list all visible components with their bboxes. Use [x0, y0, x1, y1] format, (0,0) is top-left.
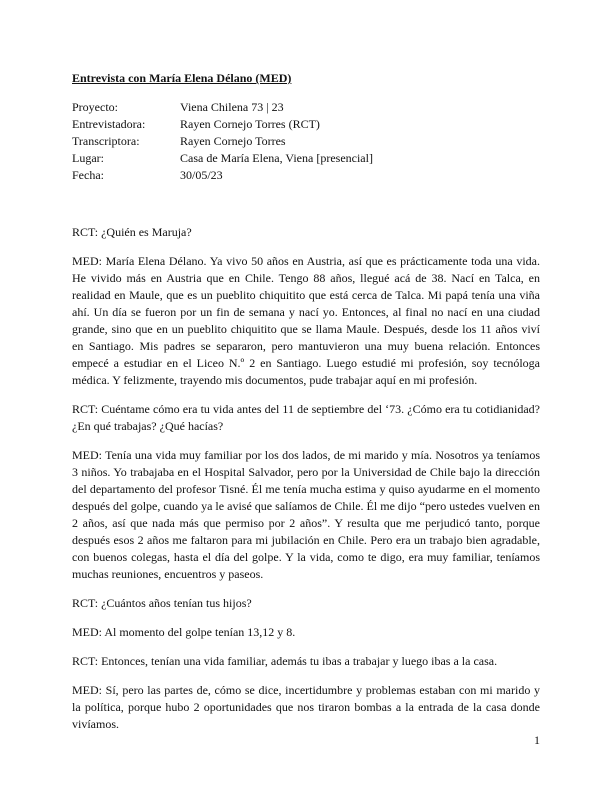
metadata-row-date: [72, 167, 540, 184]
metadata-table: [72, 99, 540, 184]
transcript-paragraph: RCT: ¿Quién es Maruja?: [72, 225, 192, 239]
transcript-paragraph: RCT: Cuéntame cómo era tu vida antes del 11 de septiembre del ‘73. ¿Cómo era tu cotidianidad? ¿En qué trabajas? ¿Qué hacías?: [72, 402, 540, 433]
transcript-paragraph: MED: Sí, pero las partes de, cómo se dice, incertidumbre y problemas estaban con mi marido y la política, porque hubo 2 oportunidades que nos tiraron bombas a la entrada de la casa donde vivíamos.: [72, 683, 540, 731]
transcript-paragraph: MED: María Elena Délano. Ya vivo 50 años en Austria, así que es prácticamente toda una vida. He vivido más en Austria que en Chile. Tengo 88 años, llegué acá de 38. Nací en Talca, en realidad en Maule, que es un pueblito chiquitito que está cerca de Talca. Mi papá tenía una viña ahí. Un día se fueron por un fin de semana y nací yo. Entonces, al final no nací en una ciudad grande, sino que en un pueblito chiquitito que se llama Maule. Después, desde los 11 años viví en Santiago. Mis padres se separaron, pero mantuvieron una muy buena relación. Entonces empecé a estudiar en el Liceo N.º 2 en Santiago. Luego estudié mi profesión, soy tecnóloga médica. Y felizmente, trayendo mis documentos, pude trabajar aquí en mi profesión.: [72, 254, 540, 387]
metadata-label: Transcriptora:: [72, 134, 140, 148]
metadata-row-interviewer: [72, 116, 540, 133]
transcript-paragraph: RCT: Entonces, tenían una vida familiar, además tu ibas a trabajar y luego ibas a la casa.: [72, 654, 498, 668]
metadata-value: Casa de María Elena, Viena [presencial]: [180, 151, 373, 165]
transcript-paragraph: MED: Al momento del golpe tenían 13,12 y 8.: [72, 625, 296, 639]
metadata-value: Viena Chilena 73 | 23: [180, 100, 284, 114]
metadata-value: Rayen Cornejo Torres: [180, 134, 286, 148]
transcript-paragraph: RCT: ¿Cuántos años tenían tus hijos?: [72, 596, 252, 610]
transcript-paragraph: MED: Tenía una vida muy familiar por los dos lados, de mi marido y mía. Nosotros ya teníamos 3 niños. Yo trabajaba en el Hospital Salvador, pero por la Universidad de Chile bajo la dirección del departamento del profesor Tisné. Él me tenía mucha estima y quiso ayudarme en el momento después del golpe, cuando ya le avisé que salíamos de Chile. Él me dijo “pero ustedes vuelven en 2 años, así que nada más que permiso por 2 años”. Y resulta que me perjudicó tanto, porque después esos 2 años me faltaron para mi jubilación en Chile. Pero era un trabajo bien agradable, con buenos colegas, hasta el día del golpe. Y la vida, como te digo, era muy familiar, teníamos muchas reuniones, encuentros y paseos.: [72, 448, 540, 581]
metadata-row-project: [72, 99, 540, 116]
document-page: [72, 70, 540, 745]
metadata-value: Rayen Cornejo Torres (RCT): [180, 117, 320, 131]
document-title: Entrevista con María Elena Délano (MED): [72, 71, 292, 85]
metadata-label: Entrevistadora:: [72, 117, 146, 131]
metadata-label: Lugar:: [72, 151, 104, 165]
metadata-label: Fecha:: [72, 168, 104, 182]
page-number: 1: [534, 733, 540, 747]
metadata-label: Proyecto:: [72, 100, 118, 114]
metadata-row-transcriber: [72, 133, 540, 150]
metadata-row-place: [72, 150, 540, 167]
metadata-value: 30/05/23: [180, 168, 223, 182]
